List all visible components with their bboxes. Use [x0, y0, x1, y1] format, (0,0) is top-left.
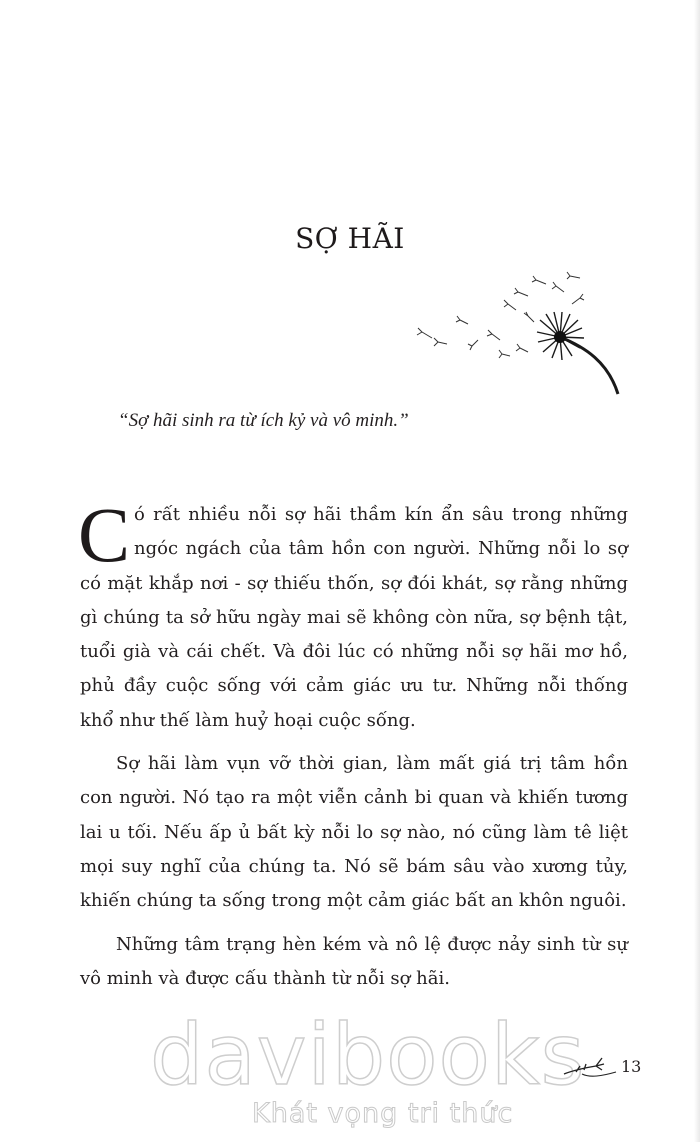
chapter-body [78, 491, 628, 1005]
chapter-title: SỢ HÃI [295, 222, 405, 255]
page-number: 13 [621, 1057, 642, 1076]
seed-ornament-icon [562, 1052, 624, 1080]
watermark-tagline: Khát vọng tri thức [252, 1098, 514, 1129]
dandelion-illustration [410, 262, 630, 402]
drop-cap: C [78, 491, 131, 578]
chapter-epigraph: “Sợ hãi sinh ra từ ích kỷ và vô minh.” [118, 410, 409, 431]
watermark-logo: davibooks [150, 1006, 586, 1104]
paragraph-2: Sợ hãi làm vụn vỡ thời gian, làm mất giá trị tâm hồn con người. Nó tạo ra một viễn cảnh bi quan và khiến tương lai u tối. Nếu ấp ủ bất kỳ nỗi lo sợ nào, nó cũng làm tê liệt mọi suy nghĩ của chúng ta. Nó sẽ bám sâu vào xương tủy, khiến chúng ta sống trong một cảm giác bất an khôn nguôi. [80, 753, 628, 912]
paragraph-1-text: ó rất nhiều nỗi sợ hãi thầm kín ẩn sâu trong những ngóc ngách của tâm hồn con người. Những nỗi lo sợ có mặt khắp nơi - sợ thiếu thốn, sợ đói khát, sợ rằng những gì chúng ta sở hữu ngày mai sẽ không còn nữa, sợ bệnh tật, tuổi già và cái chết. Và đôi lúc có những nỗi sợ hãi mơ hồ, phủ đầy cuộc sống với cảm giác ưu tư. Những nỗi thống khổ như thế làm huỷ hoại cuộc sống. [80, 504, 628, 731]
paragraph-1 [78, 491, 628, 738]
paragraph-3: Những tâm trạng hèn kém và nô lệ được nảy sinh từ sự vô minh và được cấu thành từ nỗi sợ hãi. [80, 933, 628, 989]
page-edge-shadow [694, 0, 700, 1142]
